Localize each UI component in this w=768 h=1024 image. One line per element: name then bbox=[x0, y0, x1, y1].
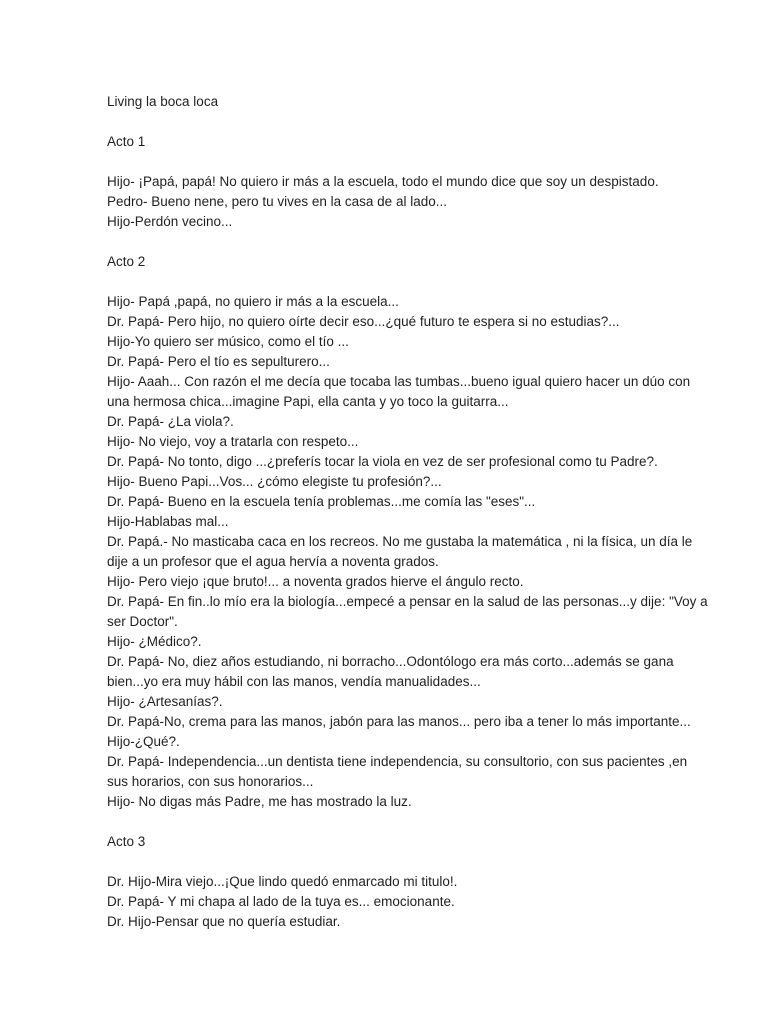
dialogue-line: Dr. Papá- Y mi chapa al lado de la tuya es... emocionante. bbox=[107, 894, 455, 909]
dialogue-line: dije a un profesor que el agua hervía a noventa grados. bbox=[107, 554, 439, 569]
dialogue-line: Hijo-Yo quiero ser músico, como el tío ... bbox=[107, 334, 349, 349]
dialogue-line: Hijo- ¿Médico?. bbox=[107, 634, 202, 649]
dialogue-line: Dr. Papá- En fin..lo mío era la biología...empecé a pensar en la salud de las personas...y dije: "Voy a bbox=[107, 594, 708, 609]
dialogue-line: Hijo- Pero viejo ¡que bruto!... a noventa grados hierve el ángulo recto. bbox=[107, 574, 524, 589]
dialogue-line: Hijo- Aaah... Con razón el me decía que tocaba las tumbas...bueno igual quiero hacer un dúo con bbox=[107, 374, 691, 389]
dialogue-line: Dr. Papá- Independencia...un dentista tiene independencia, su consultorio, con sus pacientes ,en bbox=[107, 754, 688, 769]
dialogue-line: Hijo- ¡Papá, papá! No quiero ir más a la escuela, todo el mundo dice que soy un despistado. bbox=[107, 174, 659, 189]
dialogue-line: Hijo- Bueno Papi...Vos... ¿cómo elegiste tu profesión?... bbox=[107, 474, 442, 489]
dialogue-line: Hijo- No digas más Padre, me has mostrado la luz. bbox=[107, 794, 412, 809]
dialogue-line: Dr. Hijo-Pensar que no quería estudiar. bbox=[107, 914, 341, 929]
dialogue-line: Dr. Papá- ¿La viola?. bbox=[107, 414, 234, 429]
dialogue-line: Dr. Papá- Pero hijo, no quiero oírte decir eso...¿qué futuro te espera si no estudias?... bbox=[107, 314, 620, 329]
dialogue-line: Hijo- ¿Artesanías?. bbox=[107, 694, 223, 709]
act-heading: Acto 2 bbox=[107, 254, 146, 269]
dialogue-line: Dr. Papá-No, crema para las manos, jabón para las manos... pero iba a tener lo más importante... bbox=[107, 714, 691, 729]
dialogue-line: Dr. Papá- No, diez años estudiando, ni borracho...Odontólogo era más corto...además se gana bbox=[107, 654, 674, 669]
act-2 bbox=[107, 252, 708, 832]
document-title: Living la boca loca bbox=[107, 94, 219, 109]
dialogue-line: Hijo- Papá ,papá, no quiero ir más a la escuela... bbox=[107, 294, 399, 309]
dialogue-line: Dr. Papá- Pero el tío es sepulturero... bbox=[107, 354, 330, 369]
act-heading: Acto 3 bbox=[107, 834, 146, 849]
dialogue-line: sus horarios, con sus honorarios... bbox=[107, 774, 314, 789]
dialogue-line: Hijo-Perdón vecino... bbox=[107, 214, 233, 229]
act-1 bbox=[107, 132, 668, 252]
dialogue-line: bien...yo era muy hábil con las manos, vendía manualidades... bbox=[107, 674, 481, 689]
dialogue-line: Dr. Papá- Bueno en la escuela tenía problemas...me comía las "eses"... bbox=[107, 494, 536, 509]
dialogue-line: Dr. Papá.- No masticaba caca en los recreos. No me gustaba la matemática , ni la física, un día le bbox=[107, 534, 693, 549]
dialogue-line: Pedro- Bueno nene, pero tu vives en la casa de al lado... bbox=[107, 194, 447, 209]
dialogue-line: Dr. Hijo-Mira viejo...¡Que lindo quedó enmarcado mi titulo!. bbox=[107, 874, 458, 889]
dialogue-line: ser Doctor". bbox=[107, 614, 178, 629]
dialogue-line: Hijo- No viejo, voy a tratarla con respeto... bbox=[107, 434, 359, 449]
dialogue-line: Dr. Papá- No tonto, digo ...¿preferís tocar la viola en vez de ser profesional como tu Padre?. bbox=[107, 454, 658, 469]
dialogue-line: una hermosa chica...imagine Papi, ella canta y yo toco la guitarra... bbox=[107, 394, 509, 409]
dialogue-line: Hijo-¿Qué?. bbox=[107, 734, 180, 749]
act-3 bbox=[107, 832, 668, 932]
act-heading: Acto 1 bbox=[107, 134, 146, 149]
dialogue-line: Hijo-Hablabas mal... bbox=[107, 514, 229, 529]
